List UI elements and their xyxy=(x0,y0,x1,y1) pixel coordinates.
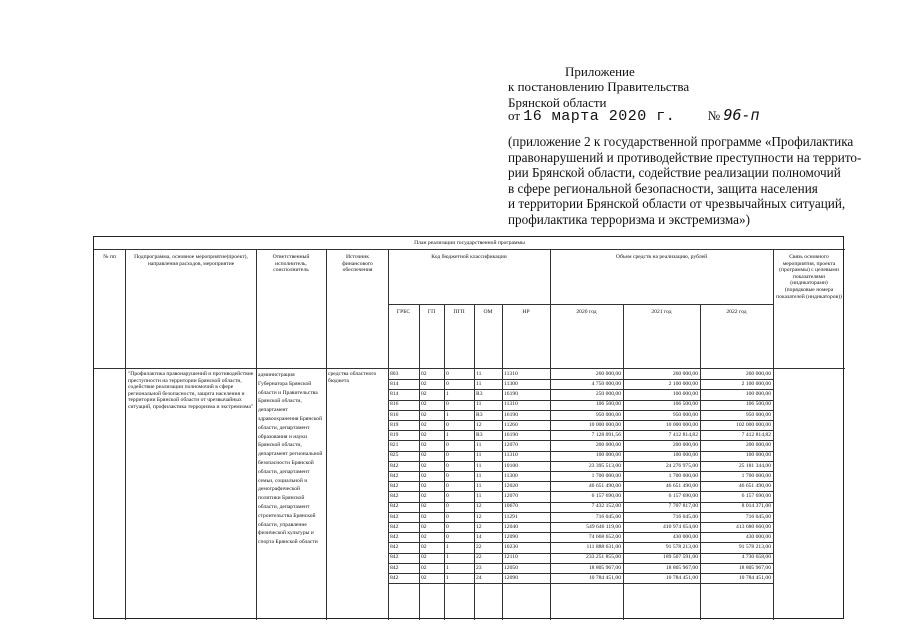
row-amount-2021: 716 045,00 xyxy=(672,513,698,520)
row-pgp: 0 xyxy=(446,493,449,500)
program-note-line: (приложение 2 к государственной программе «Профилактика xyxy=(508,134,854,149)
row-gp: 02 xyxy=(421,421,427,428)
table-rule xyxy=(388,249,389,620)
row-grbs: 842 xyxy=(390,523,399,530)
row-grbs: 814 xyxy=(390,391,399,398)
row-pgp: 1 xyxy=(446,564,449,571)
row-amount-2021: 100 000,00 xyxy=(672,452,698,459)
row-pgp: 1 xyxy=(446,432,449,438)
program-note-line: профилактика терроризма и экстремизма») xyxy=(508,211,751,227)
row-grbs: 821 xyxy=(390,442,399,449)
row-amount-2020: 250 000,00 xyxy=(595,391,621,398)
row-grbs: 819 xyxy=(390,432,399,438)
row-pgp: 0 xyxy=(446,523,449,530)
implementation-plan-table xyxy=(93,236,844,619)
row-pgp: 0 xyxy=(446,381,449,387)
row-om: R3 xyxy=(476,411,483,418)
row-amount-2021: 2 100 000,00 xyxy=(668,381,698,387)
row-pgp: 1 xyxy=(446,574,449,581)
executor-list: администрация Губернатора Брянской области и Правительства Брянской области, департамент здравоохранения Брянской области, департамент образования и науки Брянской области, департамент региональной безопасности Брянской области, департамент семьи, социальной и демографической политики Брянской области, департамент строительства Брянской области, управление физической культуры и спорта Брянской области xyxy=(258,372,323,546)
row-amount-2022: 6 157 690,00 xyxy=(741,493,771,500)
row-om: R3 xyxy=(476,391,483,398)
row-amount-2021: 7 412 814,82 xyxy=(668,432,698,438)
row-pgp: 0 xyxy=(446,483,449,489)
row-gp: 02 xyxy=(421,554,427,561)
row-nr: 16190 xyxy=(504,432,518,438)
resolution-date-line xyxy=(508,108,760,125)
row-amount-2021: 260 000,00 xyxy=(672,370,698,377)
row-amount-2022: 430 000,00 xyxy=(745,534,771,540)
row-gp: 02 xyxy=(421,472,427,479)
row-amount-2022: 200 000,00 xyxy=(745,442,771,449)
row-pgp: 0 xyxy=(446,503,449,510)
row-amount-2021: 7 707 817,00 xyxy=(668,503,698,510)
row-om: R3 xyxy=(476,432,483,438)
row-gp: 02 xyxy=(421,493,427,500)
row-grbs: 842 xyxy=(390,483,399,489)
row-amount-2022: 1 700 000,00 xyxy=(741,472,771,479)
header-year-2022: 2022 год xyxy=(726,309,747,315)
row-amount-2022: 25 181 344,00 xyxy=(738,462,771,469)
header-source: Источник финансового обеспечения xyxy=(342,254,373,274)
appendix-region: Брянской области xyxy=(508,95,607,110)
row-nr: 11291 xyxy=(504,513,518,520)
row-gp: 02 xyxy=(421,503,427,510)
row-nr: 11300 xyxy=(504,381,518,387)
row-grbs: 825 xyxy=(390,452,399,459)
row-gp: 02 xyxy=(421,452,427,459)
row-amount-2021: 1 700 000,00 xyxy=(668,472,698,479)
row-rule xyxy=(388,583,773,584)
row-amount-2021: 100 000,00 xyxy=(672,391,698,398)
header-grbs: ГРБС xyxy=(396,309,411,315)
row-amount-2022: 91 578 213,00 xyxy=(738,544,771,551)
row-amount-2020: 7 128 091,56 xyxy=(591,432,621,438)
header-code: Код бюджетной классификации xyxy=(431,254,507,260)
header-year-2021: 2021 год xyxy=(651,309,672,315)
row-amount-2020: 200 000,00 xyxy=(595,442,621,449)
row-amount-2022: 7 412 814,82 xyxy=(741,432,771,438)
row-pgp: 1 xyxy=(446,544,449,551)
row-pgp: 0 xyxy=(446,513,449,520)
row-pgp: 0 xyxy=(446,462,449,469)
row-amount-2022: 8 014 371,00 xyxy=(741,503,771,510)
row-grbs: 842 xyxy=(390,544,399,551)
row-om: 11 xyxy=(476,452,482,459)
table-rule xyxy=(326,249,327,620)
funding-source: средства областного бюджета xyxy=(328,371,377,384)
row-amount-2022: 18 805 967,00 xyxy=(738,564,771,571)
row-amount-2021: 10 000 000,00 xyxy=(665,421,698,428)
row-om: 24 xyxy=(476,574,482,581)
row-grbs: 842 xyxy=(390,534,399,540)
row-amount-2021: 46 651 490,00 xyxy=(665,483,698,489)
row-nr: 11310 xyxy=(504,401,518,408)
row-amount-2020: 950 000,00 xyxy=(595,411,621,418)
row-om: 11 xyxy=(476,462,482,469)
row-amount-2021: 6 157 690,00 xyxy=(668,493,698,500)
row-nr: 12070 xyxy=(504,442,518,449)
row-om: 22 xyxy=(476,544,482,551)
row-om: 11 xyxy=(476,381,482,387)
row-amount-2020: 260 000,00 xyxy=(595,370,621,377)
row-grbs: 819 xyxy=(390,421,399,428)
program-note-line: правонарушений и противодействие преступности на террито- xyxy=(508,149,862,165)
appendix-to-resolution: к постановлению Правительства xyxy=(508,79,690,94)
header-volume: Объем средств на реализацию, рублей xyxy=(615,254,708,260)
row-gp: 02 xyxy=(421,381,427,387)
row-nr: 12070 xyxy=(504,493,518,500)
row-pgp: 0 xyxy=(446,534,449,540)
row-amount-2021: 950 000,00 xyxy=(672,411,698,418)
row-grbs: 842 xyxy=(390,574,399,581)
row-pgp: 1 xyxy=(446,391,449,398)
row-amount-2020: 18 805 967,00 xyxy=(588,564,621,571)
table-title: План реализации государственной программы xyxy=(414,240,525,246)
row-grbs: 814 xyxy=(390,381,399,387)
header-executor: Ответственный исполнитель, соисполнитель xyxy=(272,254,310,274)
date-prefix: от xyxy=(508,108,521,123)
row-amount-2022: 10 784 451,00 xyxy=(738,574,771,581)
row-amount-2020: 233 251 855,00 xyxy=(586,554,621,561)
row-nr: 10100 xyxy=(504,462,518,469)
table-rule xyxy=(550,249,551,620)
program-note-line: в сфере региональной безопасности, защита населения xyxy=(508,180,818,196)
header-gp: ГП xyxy=(427,309,436,315)
row-om: 11 xyxy=(476,442,482,449)
resolution-number: 96-п xyxy=(723,106,760,124)
row-nr: 12090 xyxy=(504,574,518,581)
row-gp: 02 xyxy=(421,370,427,377)
row-amount-2021: 18 805 967,00 xyxy=(665,564,698,571)
row-gp: 02 xyxy=(421,432,427,438)
row-nr: 12110 xyxy=(504,554,518,561)
row-om: 12 xyxy=(476,523,482,530)
header-om: ОМ xyxy=(483,309,493,315)
header-subprogram: Подпрограмма, основное мероприятие(проект), направления расходов, мероприятие xyxy=(134,254,248,267)
header-link: Связь основного мероприятия, проекта (программы) с целевыми показателями (индикаторами) (порядковые номера показателей (индикаторов)) xyxy=(776,254,842,300)
row-gp: 02 xyxy=(421,564,427,571)
appendix-title: Приложение xyxy=(565,64,635,79)
row-gp: 02 xyxy=(421,462,427,469)
row-nr: 11300 xyxy=(504,472,518,479)
row-nr: 11310 xyxy=(504,370,518,377)
header-nr: НР xyxy=(522,309,530,315)
row-amount-2022: 413 680 660,00 xyxy=(736,523,771,530)
row-amount-2022: 46 651 490,00 xyxy=(738,483,771,489)
row-grbs: 842 xyxy=(390,513,399,520)
row-amount-2020: 10 000 000,00 xyxy=(588,421,621,428)
row-om: 11 xyxy=(476,370,482,377)
row-om: 22 xyxy=(476,554,482,561)
row-amount-2020: 6 157 690,00 xyxy=(591,493,621,500)
header-year-2020: 2020 год xyxy=(576,309,597,315)
row-amount-2020: 716 045,00 xyxy=(595,513,621,520)
row-amount-2021: 410 974 654,00 xyxy=(663,523,698,530)
row-amount-2022: 102 000 000,00 xyxy=(736,421,771,428)
row-amount-2021: 91 578 213,00 xyxy=(665,544,698,551)
table-rule xyxy=(125,249,126,620)
row-om: 11 xyxy=(476,483,482,489)
row-pgp: 1 xyxy=(446,411,449,418)
row-amount-2020: 10 784 451,00 xyxy=(588,574,621,581)
row-grbs: 842 xyxy=(390,564,399,571)
row-nr: 12020 xyxy=(504,483,518,489)
row-om: 12 xyxy=(476,421,482,428)
row-gp: 02 xyxy=(421,513,427,520)
resolution-date: 16 марта 2020 г. xyxy=(523,108,676,125)
row-om: 11 xyxy=(476,493,482,500)
row-pgp: 0 xyxy=(446,401,449,408)
row-amount-2021: 200 000,00 xyxy=(672,442,698,449)
table-rule xyxy=(94,249,845,250)
table-rule xyxy=(773,249,774,620)
row-gp: 02 xyxy=(421,534,427,540)
table-rule xyxy=(256,249,257,620)
row-grbs: 816 xyxy=(390,411,399,418)
row-gp: 02 xyxy=(421,442,427,449)
row-om: 23 xyxy=(476,564,482,571)
row-amount-2021: 106 500,00 xyxy=(672,401,698,408)
table-rule xyxy=(388,304,773,305)
row-gp: 02 xyxy=(421,544,427,551)
row-gp: 02 xyxy=(421,391,427,398)
row-pgp: 0 xyxy=(446,472,449,479)
program-note-line: и территории Брянской области от чрезвычайных ситуаций, xyxy=(508,196,846,212)
row-nr: 11310 xyxy=(504,452,518,459)
row-amount-2020: 74 668 652,00 xyxy=(588,534,621,540)
row-amount-2022: 100 000,00 xyxy=(745,452,771,459)
row-nr: 16190 xyxy=(504,391,518,398)
row-nr: 12040 xyxy=(504,523,518,530)
row-om: 12 xyxy=(476,503,482,510)
row-pgp: 1 xyxy=(446,554,449,561)
row-pgp: 0 xyxy=(446,421,449,428)
number-sign: № xyxy=(707,108,721,123)
row-amount-2020: 106 500,00 xyxy=(595,401,621,408)
row-amount-2022: 716 045,00 xyxy=(745,513,771,520)
row-grbs: 842 xyxy=(390,503,399,510)
subprogram-name: "Профилактика правонарушений и противодействие преступности на территории Брянской области, содействие реализации полномочий в сфере региональной безопасности, защита населения и территории Брянской области от чрезвычайных ситуаций, профилактика терроризма и экстремизма" xyxy=(128,371,254,410)
row-grbs: 816 xyxy=(390,401,399,408)
row-amount-2022: 2 100 000,00 xyxy=(741,381,771,387)
row-nr: 12050 xyxy=(504,564,518,571)
row-amount-2020: 23 395 513,00 xyxy=(588,462,621,469)
row-amount-2022: 950 000,00 xyxy=(745,411,771,418)
row-pgp: 0 xyxy=(446,442,449,449)
row-amount-2021: 24 276 975,00 xyxy=(665,462,698,469)
row-amount-2022: 100 000,00 xyxy=(745,391,771,398)
row-om: 11 xyxy=(476,401,482,408)
row-amount-2020: 100 000,00 xyxy=(595,452,621,459)
row-amount-2020: 7 432 152,00 xyxy=(591,503,621,510)
row-gp: 02 xyxy=(421,523,427,530)
row-amount-2021: 189 507 591,00 xyxy=(663,554,698,561)
row-amount-2020: 4 750 000,00 xyxy=(591,381,621,387)
row-om: 11 xyxy=(476,472,482,479)
row-grbs: 842 xyxy=(390,472,399,479)
row-nr: 11260 xyxy=(504,421,518,428)
row-amount-2020: 1 700 000,00 xyxy=(591,472,621,479)
header-pgp: ПГП xyxy=(453,309,465,315)
row-grbs: 803 xyxy=(390,370,399,377)
header-num: № пп xyxy=(103,254,116,260)
program-note-line: рии Брянской области, содействие реализации полномочий xyxy=(508,165,841,181)
row-amount-2020: 111 888 631,00 xyxy=(586,544,621,551)
row-gp: 02 xyxy=(421,574,427,581)
row-gp: 02 xyxy=(421,401,427,408)
row-amount-2021: 10 784 451,00 xyxy=(665,574,698,581)
row-pgp: 0 xyxy=(446,452,449,459)
row-om: 12 xyxy=(476,513,482,520)
row-grbs: 842 xyxy=(390,554,399,561)
row-nr: 12090 xyxy=(504,534,518,540)
row-nr: 10670 xyxy=(504,503,518,510)
row-pgp: 0 xyxy=(446,370,449,377)
row-amount-2020: 46 651 490,00 xyxy=(588,483,621,489)
row-amount-2020: 549 646 119,00 xyxy=(586,523,621,530)
row-grbs: 842 xyxy=(390,493,399,500)
row-gp: 02 xyxy=(421,483,427,489)
row-amount-2022: 260 000,00 xyxy=(745,370,771,377)
row-nr: 10230 xyxy=(504,544,518,551)
row-om: 14 xyxy=(476,534,482,540)
row-gp: 02 xyxy=(421,411,427,418)
row-amount-2021: 430 000,00 xyxy=(672,534,698,540)
program-note xyxy=(508,134,862,228)
row-amount-2022: 4 730 658,00 xyxy=(741,554,771,561)
row-grbs: 842 xyxy=(390,462,399,469)
row-amount-2022: 106 500,00 xyxy=(745,401,771,408)
row-nr: 16190 xyxy=(504,411,518,418)
